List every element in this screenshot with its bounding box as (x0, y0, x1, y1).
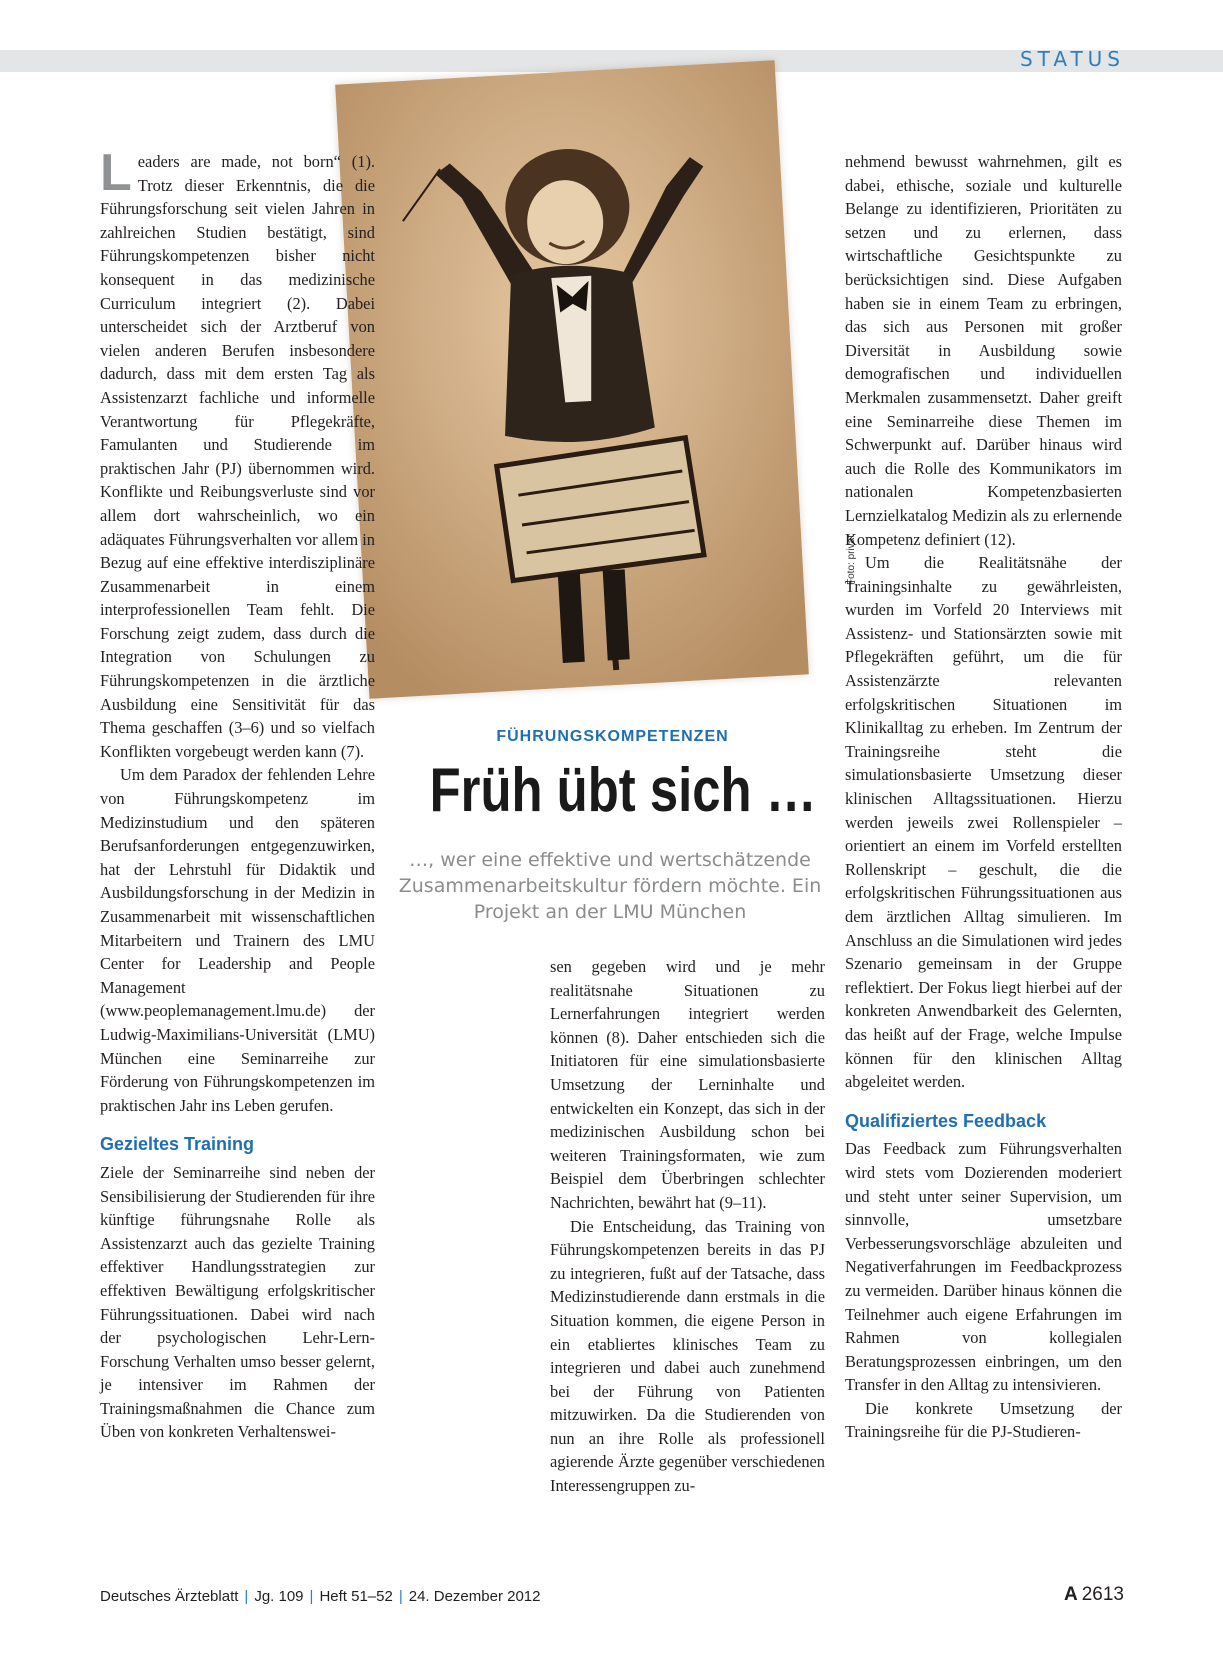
section-label: STATUS (1019, 47, 1125, 71)
article-subtitle: …, wer eine effektive und wertschätzende Zusammenarbeitskultur fördern möchte. Ein Projekt an der LMU München (398, 849, 822, 923)
page-prefix: A (1063, 1584, 1078, 1605)
photo-credit: Foto: privat (846, 534, 857, 585)
paragraph: Das Feedback zum Führungsverhalten wird stets vom Dozierenden moderiert und steht unter seiner Supervision, um sinnvolle, umsetzbare Verbesserungsvorschläge abzuleiten und Negativerfahrungen im Feedbackprozess zu vermeiden. Darüber hinaus können die Teilnehmer auch eigene Erfahrungen im Rahmen von kollegialen Beratungsprozessen einbringen, um den Transfer in den Alltag zu intensivieren. (845, 1139, 1122, 1395)
paragraph: Die Entscheidung, das Training von Führungskompetenzen bereits in das PJ zu integrieren, fußt auf der Tatsache, dass Medizinstudierende dann erstmals in die Situation kommen, die eigene Person in ein etabliertes klinisches Team zu integrieren und dabei auch zunehmend bei der Führung von Patienten mitzuwirken. Da die Studierenden von nun an ihre Rolle als professionell agierende Ärzte gegenüber verschiedenen Interessengruppen zu- (550, 1216, 825, 1496)
page-number-value: 2613 (1081, 1584, 1124, 1605)
article-photo (335, 60, 809, 699)
volume: Jg. 109 (254, 1588, 304, 1605)
separator: | (309, 1588, 314, 1605)
text-column-3 (845, 150, 1122, 1444)
separator: | (244, 1588, 249, 1605)
conductor-child-illustration (335, 60, 809, 699)
text-column-1 (100, 144, 375, 1444)
page-number (1064, 1584, 1124, 1606)
page-footer (100, 1588, 540, 1605)
issue-date: 24. Dezember 2012 (408, 1588, 541, 1605)
paragraph: nehmend bewusst wahrnehmen, gilt es dabei, ethische, soziale und kulturelle Belange zu identifizieren, Prioritäten zu setzen und zu erlernen, dass wirtschaftliche Gesichtspunkte zu berücksichtigen sind. Diese Aufgaben haben sie in einem Team zu erbringen, das sich aus Personen mit großer Diversität in Ausbildung sowie demografischen und individuellen Merkmalen zusammensetzt. Daher greift eine Seminarreihe diese Themen im Schwerpunkt auf. Darüber hinaus wird auch die Rolle des Kommunikators im nationalen Kompetenzbasierten Lernzielkatalog Medizin als zu erlernende Kompetenz definiert (12). (845, 152, 1122, 549)
paragraph: sen gegeben wird und je mehr realitätsnahe Situationen zu Lernerfahrungen integriert werden können (8). Daher entschieden sich die Initiatoren für eine simulationsbasierte Umsetzung der Lerninhalte und entwickelten ein Konzept, das sich in der medizinischen Ausbildung schon bei weiteren Trainingsformaten, wie zum Beispiel dem Überbringen schlechter Nachrichten, bewährt hat (9–11). (550, 957, 825, 1212)
paragraph: Ziele der Seminarreihe sind neben der Sensibilisierung der Studierenden für ihre künftige führungsnahe Rolle als Assistenzarzt auch das gezielte Training effektiver Handlungsstrategien zur effektiven Bewältigung erfolgskritischer Führungssituationen. Dabei wird nach der psychologischen Lehr-Lern-Forschung Verhalten umso besser gelernt, je intensiver im Rahmen der Trainingsmaßnahmen die Chance zum Üben von konkreten Verhaltenswei- (100, 1162, 375, 1442)
section-heading: Qualifiziertes Feedback (845, 1110, 1047, 1131)
article-kicker: FÜHRUNGSKOMPETENZEN (496, 728, 729, 745)
text-column-2 (550, 955, 825, 1498)
section-heading: Gezieltes Training (100, 1134, 255, 1155)
article-title: Früh übt sich … (429, 756, 817, 825)
paragraph: Um die Realitätsnähe der Trainingsinhalte zu gewährleisten, wurden im Vorfeld 20 Interviews mit Assistenz- und Stationsärzten sowie mit Pflegekräften geführt, um die für Assistenzärzte relevanten erfolgskritischen Situationen im Klinikalltag zu erheben. Im Zentrum der Trainingsreihe steht die simulationsbasierte Umsetzung dieser klinischen Alltagssituationen. Hierzu werden jeweils zwei Rollenspieler – orientiert an einem im Vorfeld erstellten Rollenskript – geschult, die die erfolgskritischen Führungssituationen aus dem ärztlichen Alltag simulieren. Im Anschluss an die Simulationen wird jedes Szenario gemeinsam in der Gruppe reflektiert. Der Fokus liegt hierbei auf der konkreten Anwendbarkeit des Gelernten, das heißt auf der Frage, welche Impulse können für den klinischen Alltag abgeleitet werden. (845, 553, 1122, 1092)
paragraph: eaders are made, not born“ (1). Trotz dieser Erkenntnis, die die Führungsforschung seit vielen Jahren in zahlreichen Studien bestätigt, sind Führungskompetenzen bisher nicht konsequent in das medizinische Curriculum integriert (2). Dabei unterscheidet sich der Arztberuf von vielen anderen Berufen insbesondere dadurch, dass mit dem ersten Tag als Assistenzarzt fachliche und informelle Verantwortung für Pflegekräfte, Famulanten und Studierende im praktischen Jahr (PJ) übernommen wird. Konflikte und Reibungsverluste sind vor allem dort wahrscheinlich, wo ein adäquates Führungsverhalten vor allem in Bezug auf eine effektive interdisziplinäre Zusammenarbeit in einem interprofessionellen Team fehlt. Die Forschung zeigt zudem, dass durch die Integration von Schulungen zu Führungskompetenzen in die ärztliche Ausbildung eine Sensitivität für das Thema geschaffen (3–6) und so vielfach Konflikten vorgebeugt werden kann (7). (100, 152, 375, 761)
drop-cap: L (100, 144, 132, 202)
issue: Heft 51–52 (319, 1588, 393, 1605)
separator: | (398, 1588, 403, 1605)
paragraph: Die konkrete Umsetzung der Trainingsreihe für die PJ-Studieren- (845, 1398, 1122, 1442)
journal-name: Deutsches Ärzteblatt (100, 1588, 239, 1605)
paragraph: Um dem Paradox der fehlenden Lehre von Führungskompetenz im Medizinstudium und den späteren Berufsanforderungen entgegenzuwirken, hat der Lehrstuhl für Didaktik und Ausbildungsforschung in der Medizin in Zusammenarbeit mit wissenschaftlichen Mitarbeitern und Trainern des LMU Center for Leadership and People Management (www.peoplemanagement.lmu.de) der Ludwig-Maximilians-Universität (LMU) München eine Seminarreihe zur Förderung von Führungskompetenzen im praktischen Jahr ins Leben gerufen. (100, 765, 375, 1115)
